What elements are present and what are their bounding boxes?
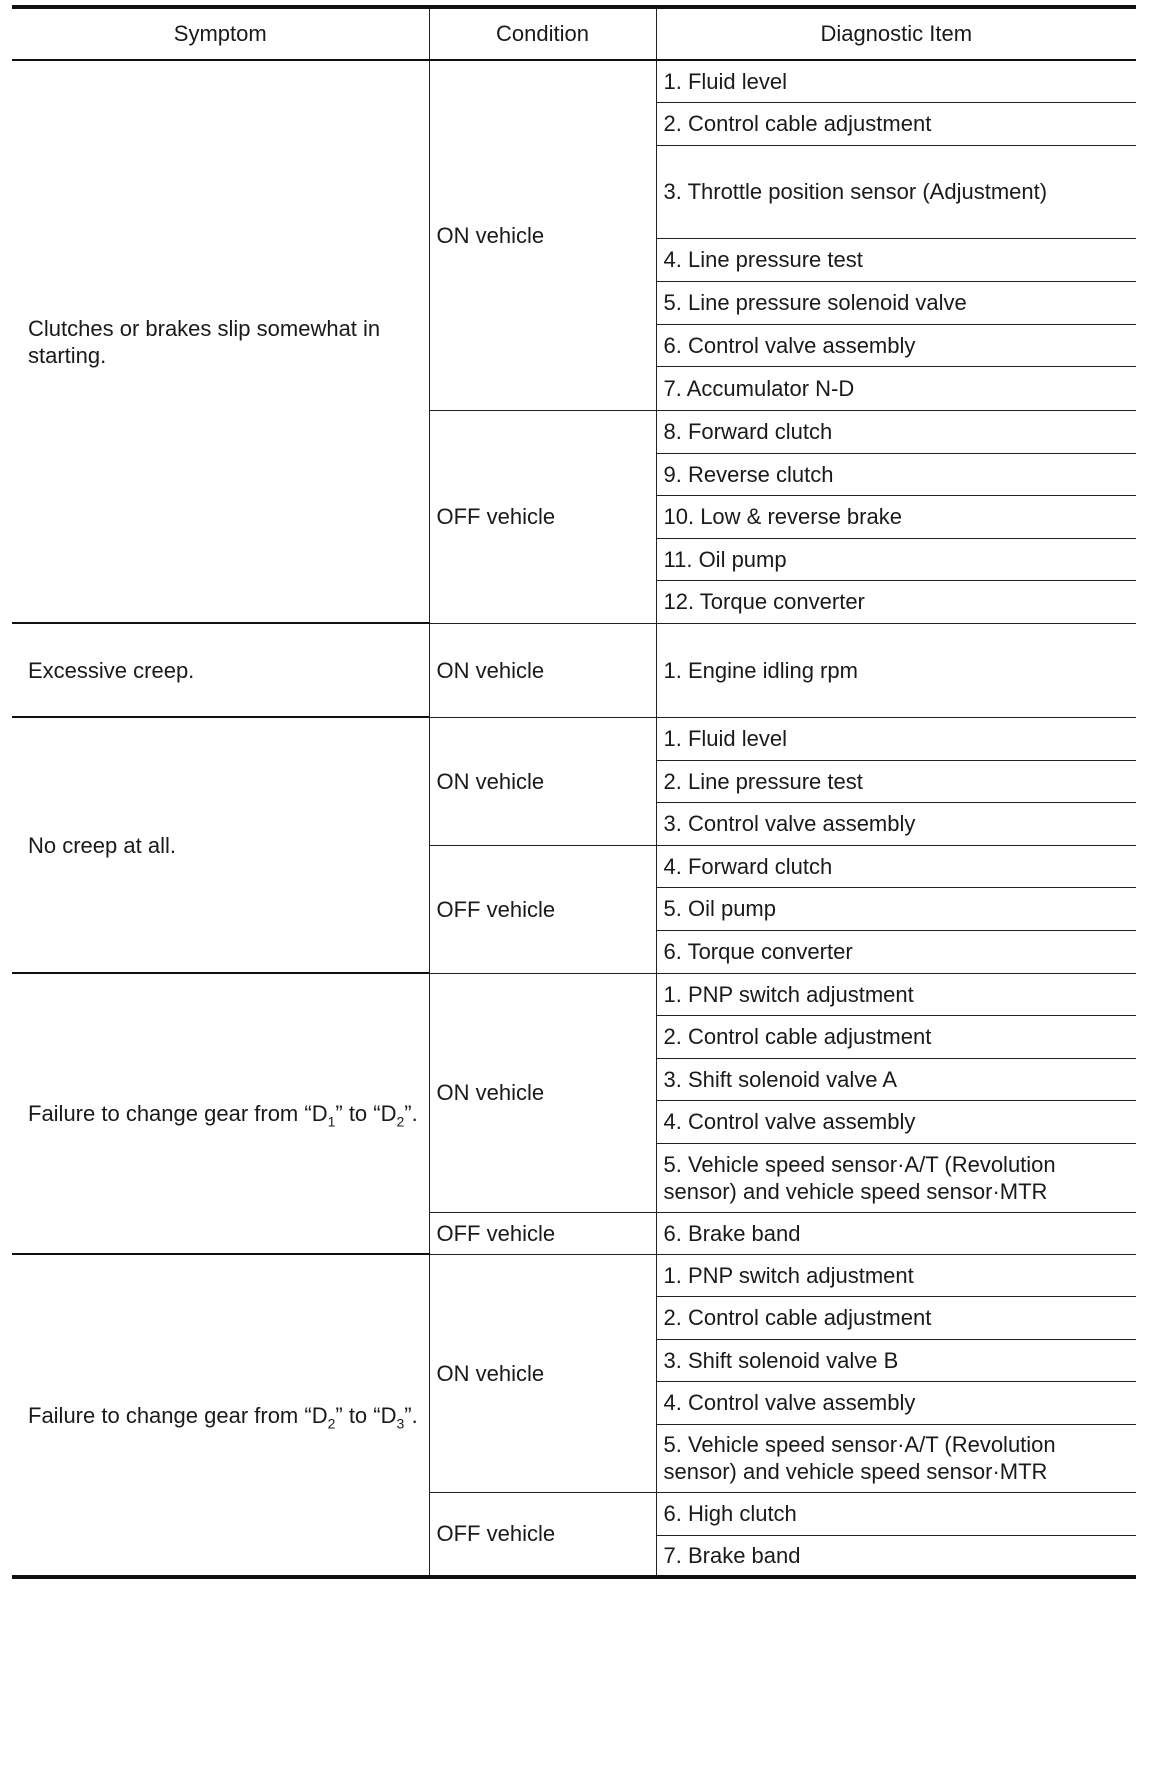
diagnostic-item: 1. PNP switch adjustment [656,1254,1136,1296]
symptom-subscript: 2 [327,1414,336,1431]
diagnostic-item: 4. Line pressure test [656,238,1136,281]
diagnostic-item: 9. Reverse clutch [656,453,1136,495]
condition-cell: ON vehicle [429,973,656,1212]
symptom-text: Failure to change gear from “D [28,1101,328,1126]
condition-cell: ON vehicle [429,717,656,845]
diagnostic-item: 3. Throttle position sensor (Adjustment) [656,145,1136,238]
diagnostic-item: 1. Fluid level [656,60,1136,102]
table-row [12,717,1136,760]
diagnostic-item: 8. Forward clutch [656,410,1136,453]
condition-cell: OFF vehicle [429,1212,656,1254]
diagnostic-item: 4. Control valve assembly [656,1381,1136,1424]
header-condition: Condition [429,7,656,60]
header-symptom: Symptom [12,7,429,60]
diagnostic-item: 1. Engine idling rpm [656,623,1136,717]
diagnostic-item: 1. Fluid level [656,717,1136,760]
diagnostic-item: 2. Control cable adjustment [656,1015,1136,1058]
diagnostic-item: 3. Shift solenoid valve B [656,1339,1136,1381]
table-row [12,60,1136,102]
symptom-subscript: 2 [396,1113,405,1130]
symptom-subscript: 1 [327,1113,336,1130]
diagnostic-item: 6. High clutch [656,1492,1136,1535]
diagnostic-table [12,5,1136,1579]
diagnostic-item: 6. Control valve assembly [656,324,1136,366]
condition-cell: OFF vehicle [429,1492,656,1577]
symptom-cell: Excessive creep. [12,623,429,717]
diagnostic-item: 11. Oil pump [656,538,1136,580]
symptom-cell [12,973,429,1254]
condition-cell: ON vehicle [429,623,656,717]
diagnostic-item: 3. Control valve assembly [656,802,1136,845]
symptom-cell [12,1254,429,1577]
diagnostic-item: 5. Vehicle speed sensor·A/T (Revolution sensor) and vehicle speed sensor·MTR [656,1424,1136,1492]
symptom-cell: No creep at all. [12,717,429,973]
condition-cell: ON vehicle [429,60,656,410]
symptom-text: ”. [404,1402,418,1428]
diagnostic-item: 2. Control cable adjustment [656,102,1136,145]
table-row [12,623,1136,717]
diagnostic-item: 6. Brake band [656,1212,1136,1254]
diagnostic-item: 5. Line pressure solenoid valve [656,281,1136,324]
diagnostic-item: 10. Low & reverse brake [656,495,1136,538]
diagnostic-item: 3. Shift solenoid valve A [656,1058,1136,1100]
diagnostic-item: 7. Brake band [656,1535,1136,1577]
diagnostic-item: 4. Control valve assembly [656,1100,1136,1143]
diagnostic-item: 2. Line pressure test [656,760,1136,802]
symptom-text: ”. [404,1101,418,1126]
diagnostic-item: 6. Torque converter [656,930,1136,973]
diagnostic-item: 4. Forward clutch [656,845,1136,887]
symptom-cell: Clutches or brakes slip somewhat in starting. [12,60,429,623]
table-row [12,973,1136,1015]
symptom-subscript: 3 [396,1414,405,1431]
symptom-text: ” to “D [335,1101,397,1126]
symptom-text: Failure to change gear from “D [28,1402,328,1428]
condition-cell: OFF vehicle [429,845,656,973]
header-diagnostic-item: Diagnostic Item [656,7,1136,60]
diagnostic-item: 7. Accumulator N-D [656,366,1136,410]
diagnostic-item: 2. Control cable adjustment [656,1296,1136,1339]
diagnostic-item: 1. PNP switch adjustment [656,973,1136,1015]
header-row [12,7,1136,60]
table-row [12,1254,1136,1296]
symptom-text: ” to “D [335,1402,397,1428]
condition-cell: OFF vehicle [429,410,656,623]
condition-cell: ON vehicle [429,1254,656,1492]
diagnostic-item: 5. Vehicle speed sensor·A/T (Revolution sensor) and vehicle speed sensor·MTR [656,1143,1136,1212]
diagnostic-item: 5. Oil pump [656,887,1136,930]
diagnostic-item: 12. Torque converter [656,580,1136,623]
